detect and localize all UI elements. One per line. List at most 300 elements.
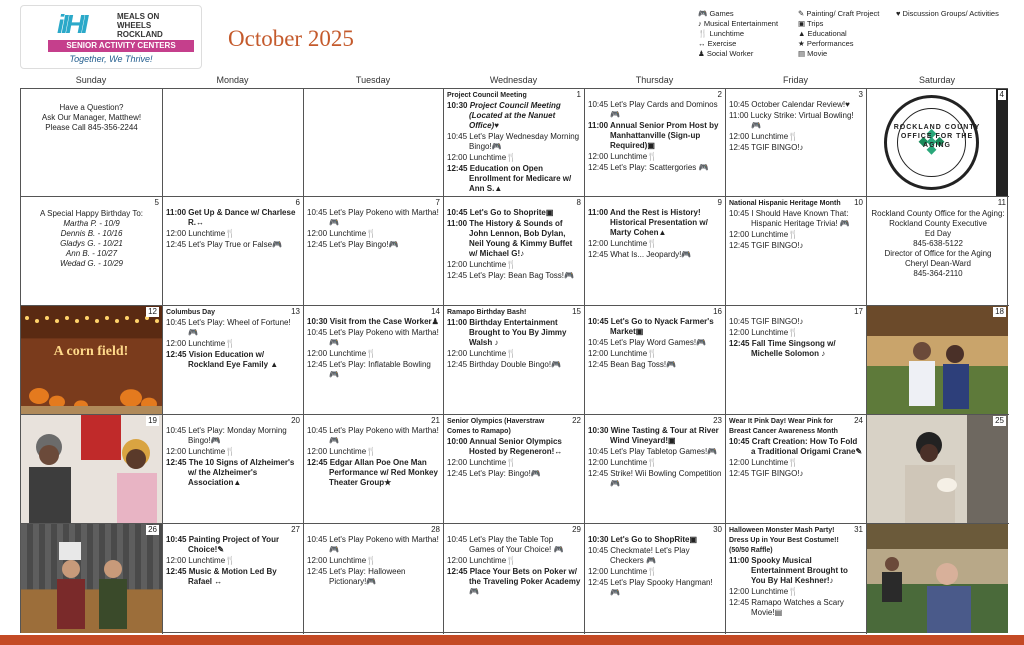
photo-people-costume xyxy=(21,524,162,633)
day-number: 28 xyxy=(431,525,440,534)
event-desc: Painting Project of Your Choice!✎ xyxy=(188,535,280,554)
day-number: 25 xyxy=(995,416,1004,425)
day-cell xyxy=(726,197,867,306)
event-desc: Lunchtime🍴 xyxy=(188,447,236,456)
event-time: 12:00 xyxy=(729,328,752,337)
event-time: 12:45 xyxy=(729,143,752,152)
event-item xyxy=(588,469,722,489)
event-time: 10:45 xyxy=(588,447,611,456)
event-item xyxy=(588,338,722,348)
event-time: 12:00 xyxy=(588,239,611,248)
event-item xyxy=(729,100,863,110)
event-time: 10:45 xyxy=(307,328,330,337)
info-line: Rockland County Office for the Aging: xyxy=(871,209,1005,218)
event-item xyxy=(307,567,440,587)
event-desc: Lucky Strike: Virtual Bowling!🎮 xyxy=(750,111,854,130)
event-time: 12:45 xyxy=(307,360,330,369)
photo-pumpkins xyxy=(21,306,162,414)
event-desc: Strike! Wii Bowling Competition 🎮 xyxy=(610,469,722,488)
event-desc: Edgar Allan Poe One Man Performance w/ Red Monkey Theater Group★ xyxy=(329,458,438,487)
event-item xyxy=(729,437,863,457)
day-cell xyxy=(444,197,585,306)
event-time: 12:45 xyxy=(307,458,330,467)
event-time: 10:00 xyxy=(447,437,470,446)
event-item xyxy=(307,458,440,488)
event-time: 12:00 xyxy=(307,349,330,358)
event-desc: Lunchtime🍴 xyxy=(610,567,658,576)
info-line: Please Call 845-356-2244 xyxy=(45,123,138,132)
event-time: 12:45 xyxy=(447,567,470,576)
event-time: 12:00 xyxy=(588,152,611,161)
event-time: 12:45 xyxy=(729,598,752,607)
info-line: 845-364-2110 xyxy=(913,269,963,278)
event-desc: Let's Play True or False🎮 xyxy=(188,240,282,249)
day-cell xyxy=(726,415,867,524)
event-desc: Education on Open Enrollment for Medicare w/ Ann S.▲ xyxy=(469,164,572,193)
day-title: National Hispanic Heritage Month xyxy=(729,200,841,207)
day-title: Columbus Day xyxy=(166,309,216,316)
event-desc: Let's Play: Inflatable Bowling🎮 xyxy=(329,360,431,379)
day-header: Friday xyxy=(782,75,808,85)
event-time: 10:45 xyxy=(447,208,470,217)
event-time: 11:00 xyxy=(447,318,470,327)
event-desc: And the Rest is History! Historical Presentation w/ Marty Cohen▲ xyxy=(609,208,708,237)
logo-mark: iIHI xyxy=(57,9,86,39)
day-number: 10 xyxy=(854,198,863,207)
event-desc: Lunchtime🍴 xyxy=(469,556,517,565)
legend-label: Performances xyxy=(806,39,854,48)
event-desc: The History & Sounds of John Lennon, Bob Dylan, Neil Young & Kimmy Buffet w/ Michael G!♪ xyxy=(469,219,573,258)
trips-icon: ▣ xyxy=(798,19,808,28)
event-item xyxy=(588,250,722,260)
info-line: Rockland County Executive xyxy=(889,219,987,228)
day-cell xyxy=(21,524,163,634)
event-item xyxy=(588,163,722,173)
event-time: 12:45 xyxy=(166,240,189,249)
event-desc: Let's Play Pokeno with Martha!🎮 xyxy=(329,426,439,445)
event-item xyxy=(588,458,722,468)
event-item xyxy=(447,556,581,566)
event-desc: Fall Time Singsong w/ Michelle Solomon ♪ xyxy=(751,339,836,358)
event-desc: Bean Bag Toss!🎮 xyxy=(610,360,677,369)
event-item xyxy=(447,153,581,163)
event-item xyxy=(729,241,863,251)
day-number: 4 xyxy=(999,90,1004,99)
event-item xyxy=(588,447,722,457)
event-desc: Let's Go to Shoprite▣ xyxy=(469,208,554,217)
event-time: 12:00 xyxy=(447,458,470,467)
event-desc: Project Council Meeting (Located at the Nanuet Office)♥ xyxy=(469,101,561,130)
legend-label: Trips xyxy=(807,19,824,28)
info-line: Cheryl Dean-Ward xyxy=(905,259,971,268)
event-desc: October Calendar Review!♥ xyxy=(751,100,850,109)
event-time: 12:00 xyxy=(166,447,189,456)
event-time: 12:00 xyxy=(447,260,470,269)
day-header: Tuesday xyxy=(355,75,391,85)
legend-item xyxy=(798,9,879,18)
seal-text: ROCKLAND COUNTY OFFICE FOR THE AGING xyxy=(893,124,981,149)
event-time: 10:45 xyxy=(729,100,752,109)
event-item xyxy=(588,426,722,446)
event-time: 11:00 xyxy=(166,208,189,217)
event-item xyxy=(729,317,863,327)
event-time: 12:45 xyxy=(729,469,752,478)
performances-icon: ★ xyxy=(798,39,807,48)
day-cell xyxy=(304,306,444,415)
event-time: 12:00 xyxy=(729,458,752,467)
event-item xyxy=(166,339,300,349)
legend xyxy=(698,9,1013,65)
event-desc: Lunchtime🍴 xyxy=(469,260,517,269)
event-desc: Lunchtime🍴 xyxy=(329,556,377,565)
photo-people-pavilion xyxy=(867,306,1008,414)
day-number: 3 xyxy=(858,90,863,99)
day-header: Sunday xyxy=(75,75,107,85)
event-item xyxy=(166,350,300,370)
event-time: 12:00 xyxy=(588,567,611,576)
day-number: 27 xyxy=(291,525,300,534)
event-desc: Let's Play Bingo!🎮 xyxy=(329,240,399,249)
day-number: 22 xyxy=(572,416,581,425)
event-desc: Let's Play Pokeno with Martha!🎮 xyxy=(329,535,439,554)
day-cell xyxy=(867,197,1009,306)
legend-label: Movie xyxy=(807,49,828,58)
event-item xyxy=(447,458,581,468)
legend-item xyxy=(798,19,823,28)
day-cell xyxy=(21,89,163,197)
event-time: 12:00 xyxy=(307,229,330,238)
day-header: Saturday xyxy=(918,75,956,85)
event-time: 12:45 xyxy=(447,164,470,173)
event-time: 12:45 xyxy=(447,469,470,478)
legend-label: Games xyxy=(709,9,734,18)
legend-item xyxy=(698,49,753,58)
event-time: 10:45 xyxy=(307,426,330,435)
event-desc: I Should Have Known That: Hispanic Heritage Trivia! 🎮 xyxy=(751,209,850,228)
educational-icon: ▲ xyxy=(798,29,808,38)
event-time: 10:45 xyxy=(166,535,189,544)
event-item xyxy=(729,132,863,142)
event-desc: Lunchtime🍴 xyxy=(469,349,517,358)
day-cell xyxy=(585,524,726,634)
day-header: Wednesday xyxy=(489,75,538,85)
event-item xyxy=(166,426,300,446)
day-cell xyxy=(585,306,726,415)
logo-bar: SENIOR ACTIVITY CENTERS xyxy=(48,40,194,52)
event-item xyxy=(588,360,722,370)
day-cell xyxy=(163,415,304,524)
event-desc: Let's Play: Bean Bag Toss!🎮 xyxy=(469,271,574,280)
day-number: 30 xyxy=(713,525,722,534)
legend-item xyxy=(798,29,847,38)
legend-item xyxy=(896,9,999,18)
day-number: 20 xyxy=(291,416,300,425)
event-item xyxy=(588,546,722,566)
legend-label: Social Worker xyxy=(706,49,754,58)
event-desc: Let's Play Cards and Dominos 🎮 xyxy=(610,100,718,119)
day-cell xyxy=(867,524,1009,634)
event-item xyxy=(166,556,300,566)
event-desc: Get Up & Dance w/ Charlese R.↔ xyxy=(188,208,296,227)
event-desc: Annual Senior Olympics Hosted by Regeneron!↔ xyxy=(469,437,563,456)
day-number: 6 xyxy=(295,198,300,207)
event-item xyxy=(447,437,581,457)
day-cell xyxy=(444,306,585,415)
day-cell xyxy=(444,415,585,524)
event-desc: Lunchtime🍴 xyxy=(751,132,799,141)
event-time: 12:45 xyxy=(447,360,470,369)
event-item xyxy=(729,328,863,338)
event-item xyxy=(588,317,722,337)
event-item xyxy=(307,349,440,359)
legend-item xyxy=(798,39,854,48)
event-time: 12:00 xyxy=(166,339,189,348)
event-item xyxy=(307,447,440,457)
event-time: 12:00 xyxy=(307,447,330,456)
event-item xyxy=(166,535,300,555)
event-desc: TGIF BINGO!♪ xyxy=(751,317,804,326)
day-cell xyxy=(726,89,867,197)
event-desc: Lunchtime🍴 xyxy=(469,153,517,162)
day-number: 21 xyxy=(431,416,440,425)
event-time: 12:45 xyxy=(729,241,752,250)
event-desc: Let's Play Pokeno with Martha!🎮 xyxy=(329,208,439,227)
event-item xyxy=(166,208,300,228)
day-number: 18 xyxy=(995,307,1004,316)
logo-tagline: Together, We Thrive! xyxy=(69,54,153,64)
day-cell xyxy=(726,524,867,634)
day-cell xyxy=(444,89,585,197)
event-time: 12:00 xyxy=(447,349,470,358)
event-desc: Birthday Double Bingo!🎮 xyxy=(469,360,562,369)
day-number: 13 xyxy=(291,307,300,316)
day-title: Halloween Monster Mash Party! Dress Up in Your Best Costume!! (50/50 Raffle) xyxy=(729,527,839,554)
event-desc: Lunchtime🍴 xyxy=(188,339,236,348)
event-item xyxy=(729,458,863,468)
day-cell xyxy=(304,415,444,524)
info-line: Martha P. - 10/9 xyxy=(63,219,120,228)
event-item xyxy=(588,121,722,151)
day-cell xyxy=(585,197,726,306)
event-time: 12:45 xyxy=(588,163,611,172)
event-item xyxy=(729,598,863,618)
day-number: 8 xyxy=(576,198,581,207)
event-item xyxy=(447,164,581,194)
event-time: 12:00 xyxy=(588,458,611,467)
day-cell xyxy=(304,89,444,197)
legend-label: Lunchtime xyxy=(709,29,745,38)
legend-item xyxy=(698,29,744,38)
day-cell xyxy=(585,89,726,197)
painting-icon: ✎ xyxy=(798,9,807,18)
event-desc: Place Your Bets on Poker w/ the Traveling Poker Academy🎮 xyxy=(469,567,581,596)
event-item xyxy=(729,587,863,597)
event-time: 10:45 xyxy=(588,317,611,326)
event-desc: Lunchtime🍴 xyxy=(751,458,799,467)
event-time: 12:45 xyxy=(307,240,330,249)
event-item xyxy=(729,209,863,229)
legend-label: Discussion Groups/ Activities xyxy=(902,9,999,18)
event-item xyxy=(729,143,863,153)
legend-item xyxy=(698,19,778,28)
event-time: 11:00 xyxy=(588,121,610,130)
event-time: 12:00 xyxy=(307,556,330,565)
info-line: Dennis B. - 10/16 xyxy=(60,229,123,238)
event-desc: Vision Education w/ Rockland Eye Family ▲ xyxy=(188,350,279,369)
event-desc: Music & Motion Led By Rafael ↔ xyxy=(188,567,277,586)
event-item xyxy=(166,458,300,488)
info-line: Ask Our Manager, Matthew! xyxy=(41,113,142,122)
day-number: 2 xyxy=(717,90,722,99)
event-time: 12:45 xyxy=(166,350,189,359)
legend-label: Musical Entertainment xyxy=(703,19,779,28)
event-desc: Let's Play Tabletop Games!🎮 xyxy=(610,447,718,456)
event-item xyxy=(307,360,440,380)
event-item xyxy=(447,271,581,281)
event-item xyxy=(307,208,440,228)
social-worker-icon: ♟ xyxy=(698,49,707,58)
event-desc: Birthday Entertainment Brought to You By Jimmy Walsh ♪ xyxy=(469,318,567,347)
event-time: 11:00 xyxy=(729,111,751,120)
event-desc: Wine Tasting & Tour at River Wind Vineyard!▣ xyxy=(610,426,719,445)
day-number: 19 xyxy=(148,416,157,425)
day-cell xyxy=(21,415,163,524)
event-time: 12:45 xyxy=(588,578,611,587)
event-item xyxy=(307,556,440,566)
event-time: 11:00 xyxy=(729,556,752,565)
event-desc: Let's Go to Nyack Farmer's Market▣ xyxy=(610,317,714,336)
discussion-icon: ♥ xyxy=(896,9,903,18)
event-time: 12:00 xyxy=(729,132,752,141)
event-time: 10:45 xyxy=(307,535,330,544)
day-cell xyxy=(304,524,444,634)
event-desc: Lunchtime🍴 xyxy=(610,239,658,248)
event-time: 12:45 xyxy=(166,458,189,467)
event-item xyxy=(307,240,440,250)
event-desc: TGIF BINGO!♪ xyxy=(751,241,804,250)
event-time: 12:00 xyxy=(166,556,189,565)
event-item xyxy=(729,556,863,586)
legend-item xyxy=(698,39,736,48)
event-item xyxy=(447,535,581,555)
day-cell xyxy=(21,197,163,306)
event-time: 10:45 xyxy=(307,208,330,217)
event-desc: Lunchtime🍴 xyxy=(188,229,236,238)
event-desc: Lunchtime🍴 xyxy=(329,229,377,238)
day-title: Senior Olympics (Haverstraw Comes to Ramapo) xyxy=(447,418,545,435)
event-time: 12:45 xyxy=(729,339,752,348)
photo-people-outdoor xyxy=(867,524,1008,633)
event-time: 10:45 xyxy=(729,437,752,446)
event-desc: Lunchtime🍴 xyxy=(610,349,658,358)
event-time: 12:00 xyxy=(447,153,470,162)
event-time: 12:45 xyxy=(447,271,470,280)
day-number: 23 xyxy=(713,416,722,425)
day-number: 29 xyxy=(572,525,581,534)
calendar-grid xyxy=(20,88,1008,633)
info-line: Ed Day xyxy=(924,229,952,238)
day-title: Project Council Meeting xyxy=(447,92,527,99)
day-cell xyxy=(163,306,304,415)
day-number: 16 xyxy=(713,307,722,316)
event-desc: Lunchtime🍴 xyxy=(469,458,517,467)
event-desc: Visit from the Case Worker♟ xyxy=(329,317,439,326)
event-time: 12:45 xyxy=(588,250,611,259)
event-item xyxy=(447,132,581,152)
event-time: 10:45 xyxy=(447,535,470,544)
photo-people-indoor xyxy=(21,415,162,523)
event-time: 12:00 xyxy=(447,556,470,565)
event-item xyxy=(729,111,863,131)
photo-caption: A corn field! xyxy=(53,344,129,359)
event-time: 12:00 xyxy=(166,229,189,238)
day-number: 26 xyxy=(148,525,157,534)
event-item xyxy=(447,349,581,359)
event-time: 10:45 xyxy=(729,317,752,326)
event-desc: TGIF BINGO!♪ xyxy=(751,469,804,478)
event-item xyxy=(447,260,581,270)
event-item xyxy=(307,426,440,446)
day-number: 5 xyxy=(154,198,159,207)
legend-item xyxy=(698,9,734,18)
event-desc: Checkmate! Let's Play Checkers 🎮 xyxy=(610,546,690,565)
event-desc: Lunchtime🍴 xyxy=(610,458,658,467)
day-cell xyxy=(867,306,1009,415)
event-desc: Let's Play: Scattergories 🎮 xyxy=(610,163,709,172)
day-number: 12 xyxy=(148,307,157,316)
event-desc: Let's Play Pokeno with Martha!🎮 xyxy=(329,328,439,347)
info-line: 845-638-5122 xyxy=(913,239,963,248)
day-number: 7 xyxy=(435,198,440,207)
day-cell xyxy=(163,197,304,306)
day-cell xyxy=(585,415,726,524)
event-time: 10:45 xyxy=(447,132,470,141)
day-cell xyxy=(163,89,304,197)
event-item xyxy=(588,567,722,577)
event-desc: Let's Play Wednesday Morning Bingo!🎮 xyxy=(469,132,580,151)
day-cell xyxy=(21,306,163,415)
info-line: Have a Question? xyxy=(59,103,124,112)
event-time: 12:45 xyxy=(166,567,189,576)
event-time: 10:30 xyxy=(447,101,470,110)
day-number: 15 xyxy=(572,307,581,316)
event-time: 12:00 xyxy=(588,349,611,358)
event-time: 12:45 xyxy=(307,567,330,576)
day-number: 31 xyxy=(854,525,863,534)
event-desc: The 10 Signs of Alzheimer's w/ the Alzheimer's Association▲ xyxy=(188,458,295,487)
event-item xyxy=(588,208,722,238)
info-line: A Special Happy Birthday To: xyxy=(39,209,144,218)
event-desc: Let's Play: Halloween Pictionary!🎮 xyxy=(329,567,406,586)
event-item xyxy=(588,152,722,162)
event-desc: Annual Senior Prom Host by Manhattanville (Sign-up Required)▣ xyxy=(609,121,719,150)
event-desc: What Is... Jeopardy!🎮 xyxy=(610,250,692,259)
event-time: 10:45 xyxy=(166,426,189,435)
event-desc: Let's Play the Table Top Games of Your Choice! 🎮 xyxy=(469,535,564,554)
event-item xyxy=(166,447,300,457)
event-desc: Lunchtime🍴 xyxy=(610,152,658,161)
event-desc: Let's Play Spooky Hangman! 🎮 xyxy=(610,578,713,597)
footer-bar xyxy=(0,635,1024,645)
event-item xyxy=(307,535,440,555)
day-number: 14 xyxy=(431,307,440,316)
event-item xyxy=(447,101,581,131)
event-desc: Let's Play: Wheel of Fortune!🎮 xyxy=(188,318,291,337)
event-item xyxy=(447,219,581,259)
day-number: 17 xyxy=(854,307,863,316)
day-header: Thursday xyxy=(635,75,674,85)
event-time: 10:45 xyxy=(588,338,611,347)
